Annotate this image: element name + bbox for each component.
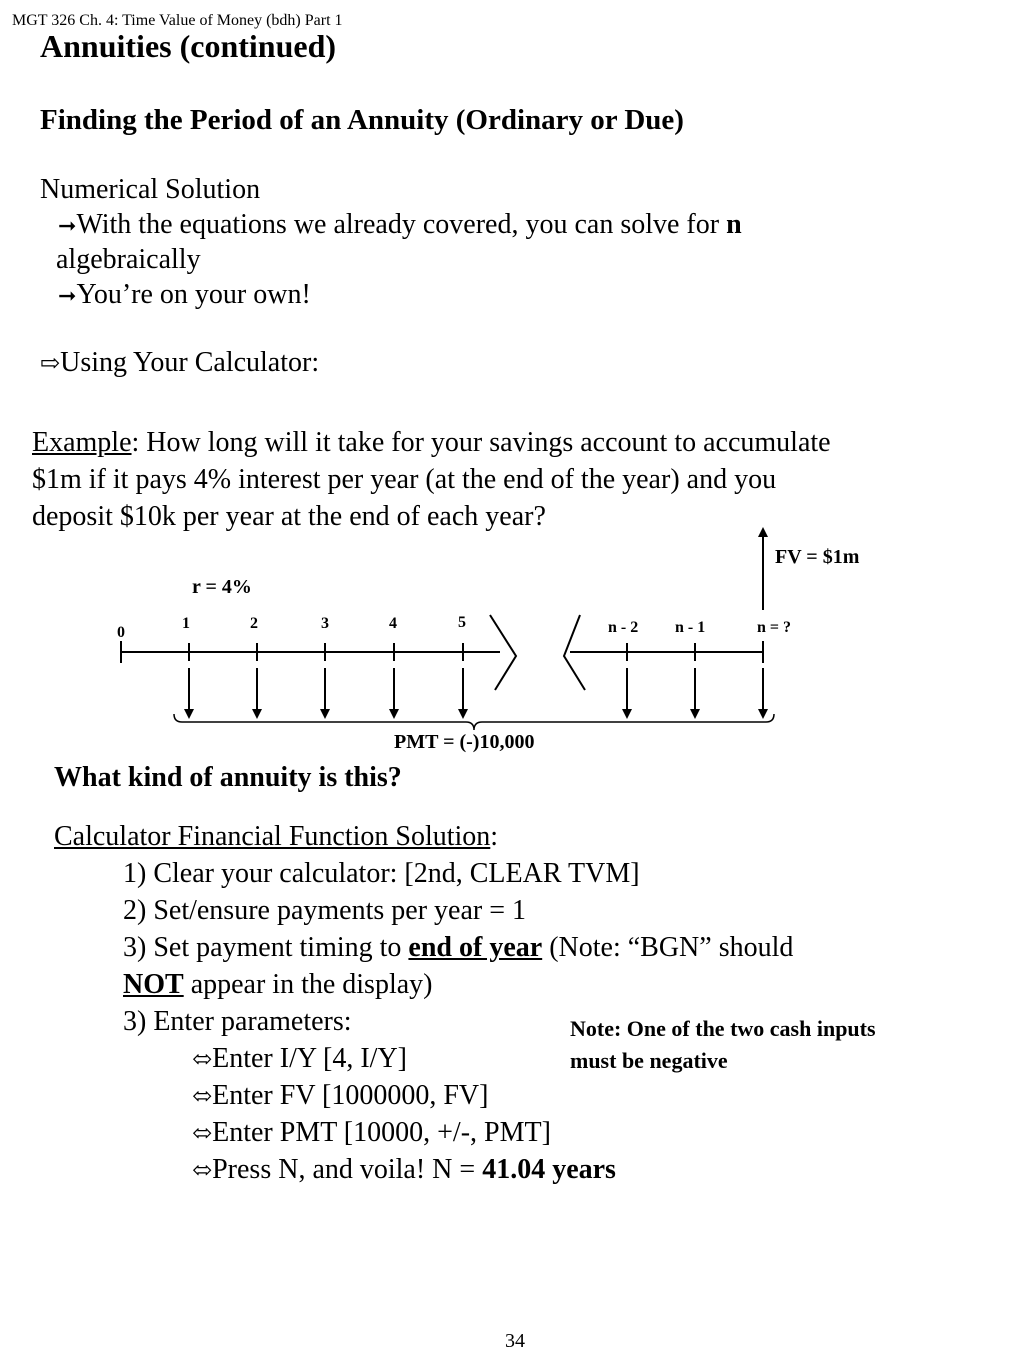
bullet-2-text: You’re on your own! [76,279,311,310]
period-label-n-2: n - 2 [608,619,639,636]
sub-step-4 [192,1154,616,1186]
solution-heading-colon: : [490,821,499,852]
step-3-text-a: 3) Set payment timing to [123,932,409,963]
bullet-1-variable: n [726,209,742,240]
numerical-bullet-1-cont: algebraically [56,244,201,275]
period-label-1: 1 [182,615,190,632]
period-label-4: 4 [389,615,397,632]
step-3-not: NOT [123,969,184,1000]
right-arrow-icon: ➞ [58,283,77,308]
page-title: Annuities (continued) [40,28,337,64]
left-right-arrow-icon: ⬄ [192,1084,213,1110]
annuity-question: What kind of annuity is this? [54,762,402,793]
period-label-n: n = ? [757,619,792,636]
period-label-3: 3 [321,615,329,632]
example-text-1: : How long will it take for your savings account to accumulate [131,427,831,458]
example-label: Example [32,427,132,458]
note-line-1: Note: One of the two cash inputs [570,1016,876,1041]
rate-label: r = 4% [192,576,252,598]
period-label-5: 5 [458,614,466,631]
numerical-heading: Numerical Solution [40,174,261,205]
period-label-2: 2 [250,615,258,632]
calculator-heading-text: Using Your Calculator: [60,347,320,378]
step-3-text-e: appear in the display) [183,969,433,1000]
right-arrow-icon: ➞ [58,213,77,238]
sub-step-4-answer: 41.04 years [482,1154,616,1185]
hollow-right-arrow-icon: ⇨ [40,351,61,377]
period-label-n-1: n - 1 [675,619,706,636]
left-right-arrow-icon: ⬄ [192,1158,213,1184]
period-label-0: 0 [117,624,125,641]
fv-label: FV = $1m [775,546,860,568]
solution-step-3-cont [123,969,433,1001]
pmt-brace [174,714,774,730]
sub-step-1-text: Enter I/Y [4, I/Y] [212,1043,408,1074]
pmt-label: PMT = (-)10,000 [394,731,535,753]
example-line-3: deposit $10k per year at the end of each year? [32,501,546,532]
left-right-arrow-icon: ⬄ [192,1121,213,1147]
solution-step-4: 3) Enter parameters: [123,1006,352,1037]
solution-heading [54,821,498,853]
example-line-2: $1m if it pays 4% interest per year (at the end of the year) and you [32,464,777,495]
section-subtitle: Finding the Period of an Annuity (Ordinary or Due) [40,104,684,136]
bullet-1-text: With the equations we already covered, you can solve for [76,209,727,240]
step-3-emphasis: end of year [408,932,543,963]
left-right-arrow-icon: ⬄ [192,1047,213,1073]
solution-step-3 [123,932,793,964]
sub-step-2 [192,1080,488,1112]
sub-step-2-text: Enter FV [1000000, FV] [212,1080,489,1111]
sub-step-3-text: Enter PMT [10000, +/-, PMT] [212,1117,551,1148]
note-line-2: must be negative [570,1048,728,1073]
sub-step-4-text: Press N, and voila! N = [212,1154,483,1185]
sub-step-1 [192,1043,407,1075]
step-3-text-c: (Note: “BGN” should [542,932,794,963]
page-number: 34 [505,1330,525,1352]
solution-step-2: 2) Set/ensure payments per year = 1 [123,895,526,926]
payment-arrows [189,668,763,714]
sub-step-3 [192,1117,551,1149]
slide-header: MGT 326 Ch. 4: Time Value of Money (bdh) Part 1 [12,12,343,29]
solution-step-1: 1) Clear your calculator: [2nd, CLEAR TVM] [123,858,640,889]
solution-heading-text: Calculator Financial Function Solution [54,821,491,852]
